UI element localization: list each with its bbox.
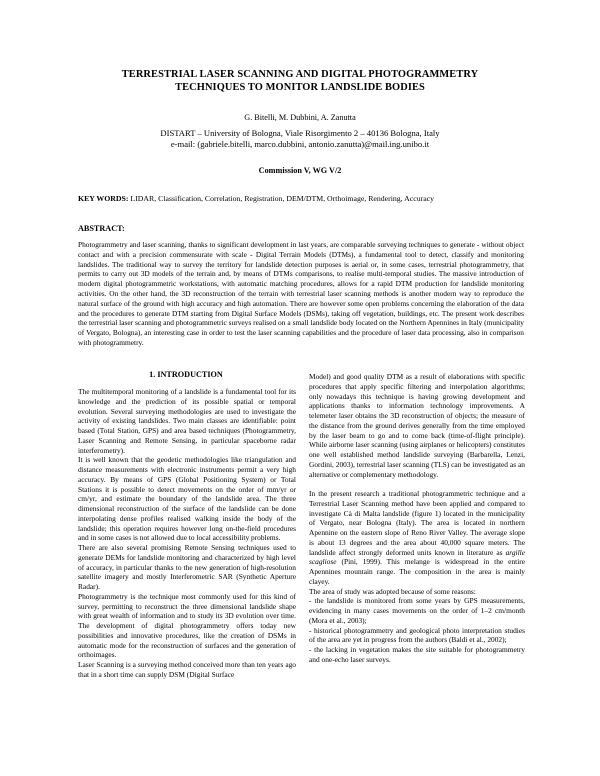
- title-line-2: TECHNIQUES TO MONITOR LANDSLIDE BODIES: [175, 82, 425, 93]
- paragraph: The area of study was adopted because of some reasons:: [309, 586, 476, 596]
- keywords-line: [78, 194, 538, 203]
- paragraph: Laser Scanning is a surveying method conceived more than ten years ago that in a short time can supply DSM (Digital Surface: [78, 660, 296, 679]
- left-column: [78, 387, 296, 680]
- affiliation: DISTART – University of Bologna, Viale Risorgimento 2 – 40136 Bologna, Italy: [160, 128, 440, 138]
- authors: G. Bitelli, M. Dubbini, A. Zanutta: [244, 113, 356, 122]
- paragraph: - historical photogrammetry and geological photo interpretation studies of the area are yet in progress from the authors (Baldi et al., 2002);: [309, 625, 525, 645]
- paragraph: In the present research a traditional photogrammetric technique and a Terrestrial Laser Scanning method have been applied and compared to investigate Cà di Malta landslide (figure 1) located in the municipality of Vergato, near Bologna (Italy). The area is located in northern Apennine on the eastern slope of Reno River Valley. The average slope is about 13 degrees and the area about 40,000 square meters. The landslide affect strongly deformed units known in literature as argille scagliose (Pini, 1999). This melange is widespread in the entire Apennines mountain range. The composition in the area is mainly clayey.: [309, 489, 525, 586]
- paragraph: Photogrammetry is the technique most commonly used for this kind of survey, permitting to reconstruct the three dimensional landslide shape with great wealth of information and to study its 3D evolution over time. The development of digital photogrammetry offers today new possibilities and innovative procedures, like the creation of DSMs in automatic mode for the reconstruction of surfaces and the generation of orthoimages.: [78, 591, 296, 660]
- paragraph: It is well known that the geodetic methodologies like triangulation and distance measurements with electronic instruments permit a very high accuracy. By means of GPS (Global Positioning System) or Total Stations it is possible to detect movements on the order of mm/yr or cm/yr, and estimate the boundary of the landslide area. The three dimensional reconstruction of the surface of the landslide can be done interpolating dense profiles realised walking inside the body of the landslide; this operation requires however long on-the-field procedures and in some cases is not allowed due to local accessibility problems.: [78, 455, 296, 543]
- paragraph: Model) and good quality DTM as a result of elaborations with specific procedures that apply specific filtering and interpolation algorithms; only nowadays this technique is having growing development and applications thanks to information technology improvements. A telemeter laser obtains the 3D reconstruction of objects; the measure of the distance from the ground derives generally from the time employed by the laser beam to go and to come back (time-of-flight principle). While airborne laser scanning (using airplanes or helicopters) constitutes one well established method landslide surveying (Barbarella, Lenzi, Gordini, 2003), terrestrial laser scanning (TLS) can be investigated as an alternative or complementary methodology.: [309, 372, 525, 479]
- paragraph: - the landslide is monitored from some years by GPS measurements, evidencing in many cases movements on the order of 1–2 cm/month (Mora et al., 2003);: [309, 596, 525, 625]
- commission: Commission V, WG V/2: [258, 166, 342, 175]
- keywords: LIDAR, Classification, Correlation, Registration, DEM/DTM, Orthoimage, Rendering, Accuracy: [128, 194, 435, 203]
- section-heading-introduction: 1. INTRODUCTION: [149, 370, 223, 379]
- email: e-mail: (gabriele.bitelli, marco.dubbini, antonio.zanutta)@mail.ing.unibo.it: [170, 139, 430, 149]
- italic-term: argille scagliose: [309, 547, 525, 567]
- paragraph: - the lacking in vegetation makes the site suitable for photogrammetry and one-echo laser surveys.: [309, 645, 525, 664]
- keywords-label: KEY WORDS:: [78, 194, 129, 203]
- paragraph: The multitemporal monitoring of a landslide is a fundamental tool for its knowledge and the prediction of its possible spatial or temporal evolution. Several surveying methodologies are used to investigate the activity of existing landslides. Two main classes are identifiable: point based (Total Station, GPS) and area based techniques (Photogrammetry, Laser Scanning and Remote Sensing, in particular spaceborne radar interferometry).: [78, 387, 296, 455]
- abstract-heading: ABSTRACT:: [78, 224, 125, 233]
- paragraph: There are also several promising Remote Sensing techniques used to generate DEMs for landslide monitoring and characterized by high level of accuracy, in particular thanks to the new generation of high-resolution satellite imagery and mostly Interferometric SAR (Synthetic Aperture Radar).: [78, 543, 296, 591]
- title-line-1: TERRESTRIAL LASER SCANNING AND DIGITAL PHOTOGRAMMETRY: [121, 69, 479, 80]
- abstract-text: Photogrammetry and laser scanning, thanks to significant development in last years, are comparable surveying techniques to generate - without object contact and with a precision commensurate with scale - Digital Terrain Models (DTMs), a fundamental tool to detect, classify and monitoring landslides. The traditional way to survey the territory for landslide detection purposes is aerial or, in some cases, terrestrial photogrammetry, that permits to carry out 3D models of the terrain and, by means of DTMs comparisons, to realise multi-temporal studies. The massive introduction of modern digital photogrammetric workstations, with automatic matching procedures, allows for a rapid DTM production for landslide monitoring activities. On the other hand, the 3D reconstruction of the terrain with terrestrial laser scanning methods is another modern way to reproduce the natural surface of the ground with high accuracy and high automation. There are however some open problems concerning the elaboration of the data and the procedures to generate DTM starting from Digital Surface Models (DSMs), taking off vegetation, buildings, etc. The present work describes the terrestrial laser scanning and photogrammetric surveys realised on a small landslide body located on the Northern Apennines in Italy (municipality of Vergato, Bologna), an interesting case in order to test the laser scanning capabilities and the procedure of laser data processing, also in comparison with photogrammetry.: [78, 240, 524, 347]
- paper-title: [70, 68, 530, 94]
- paragraph-gap: [309, 479, 525, 489]
- affiliation-block: [40, 128, 560, 150]
- right-column: [309, 372, 525, 665]
